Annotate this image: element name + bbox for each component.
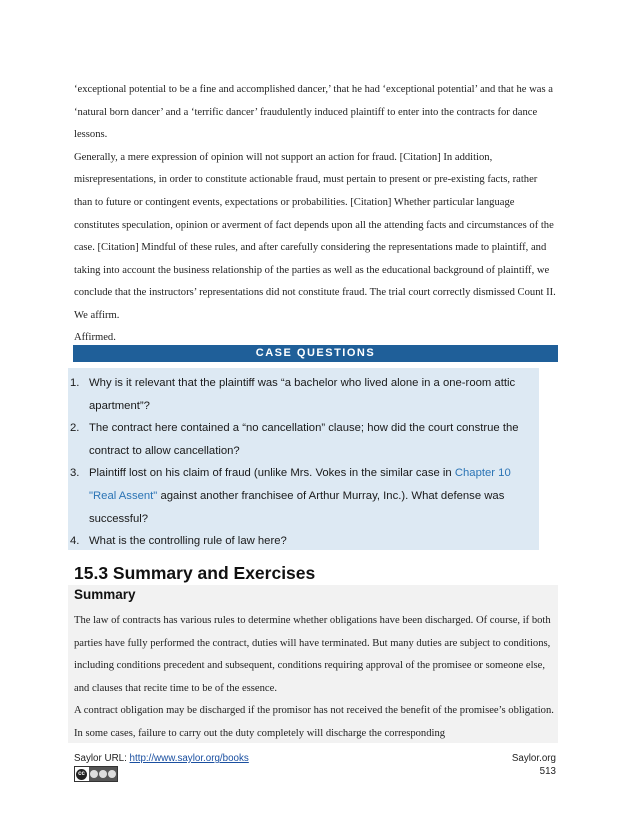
question-item [70,530,530,553]
question-text-before: Plaintiff lost on his claim of fraud (unlike Mrs. Vokes in the similar case in [89,467,455,480]
site-name: Saylor.org [511,753,556,764]
question-number: 3. [70,467,80,480]
question-text: The contract here contained a “no cancellation” clause; how did the court construe the contract to allow cancellation? [89,422,519,457]
question-item [70,372,530,417]
saylor-url-link[interactable]: http://www.saylor.org/books [129,753,249,764]
chapter-10-link[interactable]: Chapter 10 "Real Assent" [89,467,511,502]
case-questions-list [70,372,530,553]
case-excerpt [74,79,558,328]
summary-text [74,610,558,746]
question-text: What is the controlling rule of law here? [89,535,287,548]
question-number: 2. [70,422,80,435]
summary-paragraph-2: A contract obligation may be discharged if the promisor has not received the benefit of the promisee’s obligation. In some cases, failure to carry out the duty completely will discharge the corresponding [74,705,554,739]
noncommercial-icon [99,770,107,778]
summary-paragraph-1: The law of contracts has various rules to determine whether obligations have been discharged. Of course, if both parties have fully performed the contract, duties will have terminated. But many duties are subject to conditions, including conditions precedent and subsequent, conditions requiring approval of the promisee or someone else, and clauses that recite time to be of the essence. [74,615,551,694]
license-terms-icons [89,767,117,781]
footer-url [74,752,249,765]
creative-commons-license-icon[interactable] [74,766,118,782]
saylor-url-label: Saylor URL: [74,753,130,764]
sharealike-icon [108,770,116,778]
summary-heading: Summary [74,587,136,602]
question-text-after: against another franchisee of Arthur Murray, Inc.). What defense was successful? [89,489,505,525]
question-text: Why is it relevant that the plaintiff was “a bachelor who lived alone in a one-room attic apartment”? [89,377,516,412]
question-item [70,417,530,462]
footer-site-info [512,752,556,778]
question-number: 4. [70,535,80,548]
attribution-icon [90,770,98,778]
case-paragraph-2: Generally, a mere expression of opinion will not support an action for fraud. [Citation] In addition, misrepresentations, in order to constitute actionable fraud, must pertain to present or pre-existing facts, rather than to future or contingent events, expectations or probabilities. [Citation] Whether particular language constitutes speculation, opinion or averment of fact depends upon all the attending facts and circumstances of the case. [Citation] Mindful of these rules, and after carefully considering the representations made to plaintiff, and taking into account the business relationship of the parties as well as the educational background of plaintiff, we conclude that the instructors’ representations did not constitute fraud. The trial court correctly dismissed Count II. We affirm. [74,151,556,321]
question-number: 1. [70,377,80,389]
page-number: 513 [539,766,556,777]
case-paragraph-1: ‘exceptional potential to be a fine and accomplished dancer,’ that he had ‘exceptional potential’ and that he was a ‘natural born dancer’ and a ‘terrific dancer’ fraudulently induced plaintiff to enter into the contracts for dance lessons. [74,84,553,141]
question-item [70,462,530,530]
section-title: 15.3 Summary and Exercises [74,563,316,583]
affirmed-text: Affirmed. [74,332,116,343]
cc-logo-icon: cc [76,769,87,780]
case-questions-heading: CASE QUESTIONS [73,345,558,362]
